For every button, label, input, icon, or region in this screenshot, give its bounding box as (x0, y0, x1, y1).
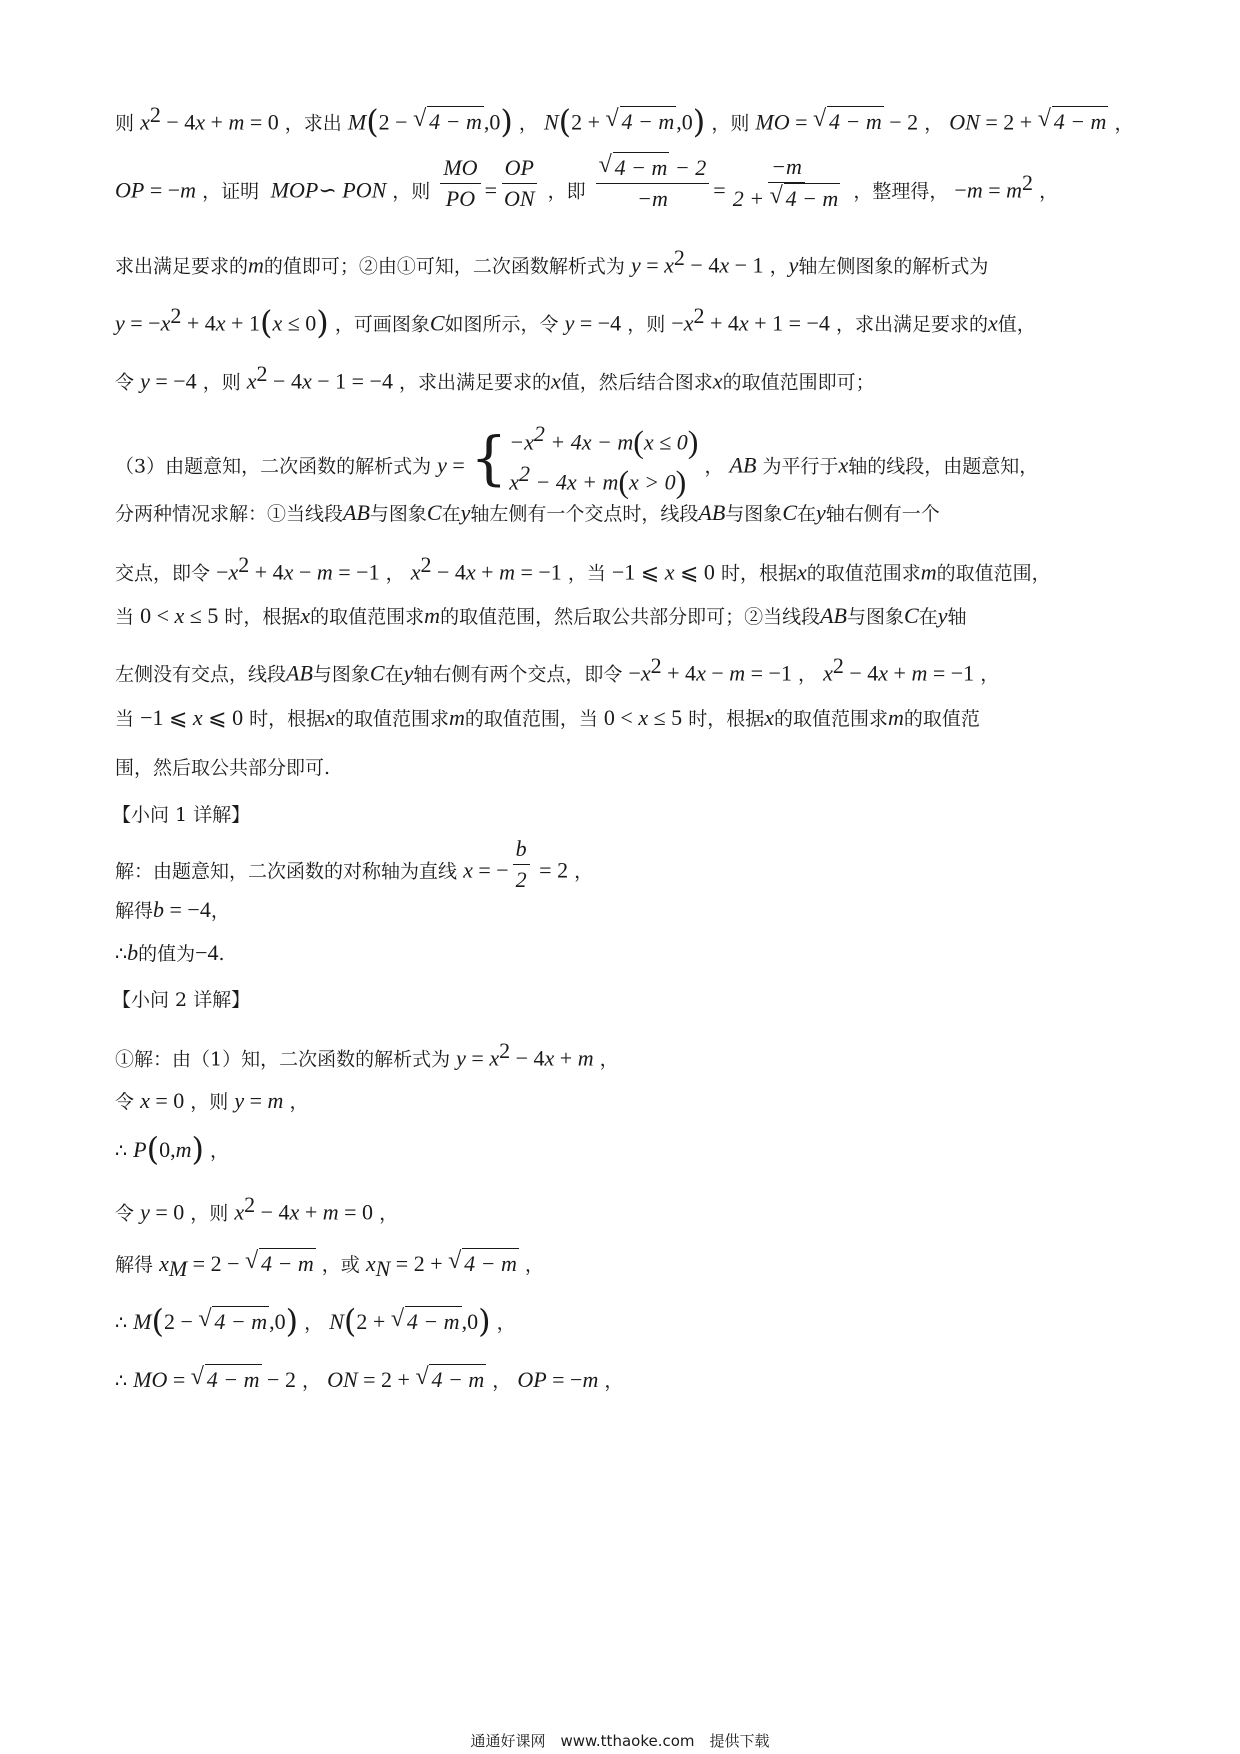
text-line-12: 围，然后取公共部分即可. (115, 757, 331, 779)
section-heading-1: 【小问 1 详解】 (112, 804, 251, 826)
piecewise-expression: { $-x^2 + 4x - m(x \le 0)$ $x^2 - 4x + m(x > 0)$ (470, 421, 699, 500)
text-line-9: 当 0 < x ≤ 5 时，根据x的取值范围求m的取值范围，然后取公共部分即可；②当线段AB与图象C在y轴 (115, 603, 967, 628)
text-line-3: 求出满足要求的m的值即可；②由①可知，二次函数解析式为 $y = x^2 - 4x - 1$ ，y轴左侧图象的解析式为 (115, 245, 989, 278)
text-line-2: OP = −m ，证明 MOP∽ PON ，则 $\frac{MO}{PO}$ = $\frac{OP}{ON}$ ，即 √ $\frac{4 - m - 2}{-m}$ = $\frac{-m}{2 + √ 4 - m}$ ，整理得， $-m = m^2$ ， (115, 168, 1058, 214)
text-line-7: 分两种情况求解：①当线段AB与图象C在y轴左侧有一个交点时，线段AB与图象C在y轴右侧有一个 (115, 500, 940, 525)
text-line-5: 令 y = −4 ，则 $x^2 - 4x - 1 = -4$ ，求出满足要求的x值，然后结合图求x的取值范围即可； (115, 361, 875, 394)
text-line-10: 左侧没有交点，线段AB与图象C在y轴右侧有两个交点，即令 $-x^2 + 4x - m = -1$ ， $x^2 - 4x + m = -1$ ， (115, 653, 1000, 686)
text-line-6: （3）由题意知，二次函数的解析式为 y = { $-x^2 + 4x - m(x \le 0)$ $x^2 - 4x + m(x > 0)$ ， AB 为平行于x轴的线段，由题意知， (115, 436, 1038, 499)
solution-line-2: 解得b = −4， (115, 897, 230, 922)
text-line-8: 交点，即令 $-x^2 + 4x - m = -1$ ， $x^2 - 4x + m = -1$ ，当 −1 ⩽ x ⩽ 0 时，根据x的取值范围求m的取值范围， (115, 552, 1051, 585)
page-footer: 通通好课网 www.tthaoke.com 提供下载 (470, 1732, 770, 1750)
solution-line-4: ①解：由（1）知，二次函数的解析式为 $y = x^2 - 4x + m$ ， (115, 1038, 619, 1071)
solution-line-10: ∴ MO = √ 4 − m − 2 ， ON = 2 + √ 4 − m ， OP = −m ， (115, 1364, 623, 1396)
text-line-1: 则 $x^2 - 4x + m = 0$ ，求出 M(2 − √ 4 − m,0) ， N(2 + √ 4 − m,0) ，则 MO = √ 4 − m − 2 ， ON = 2 + √ 4 − m ， (115, 100, 1134, 138)
solution-line-3: ∴b的值为−4. (115, 940, 225, 965)
solution-line-6: ∴ P(0,m) ， (115, 1130, 230, 1168)
section-heading-2: 【小问 2 详解】 (112, 989, 251, 1011)
text-line-11: 当 −1 ⩽ x ⩽ 0 时，根据x的取值范围求m的取值范围，当 0 < x ≤ 5 时，根据x的取值范围求m的取值范 (115, 705, 980, 730)
solution-line-1: 解：由题意知，二次函数的对称轴为直线 x = − $\frac{b}{2}$ = 2 ， (115, 836, 594, 892)
solution-line-9: ∴ M(2 − √ 4 − m,0) ， N(2 + √ 4 − m,0) ， (115, 1306, 516, 1338)
text-line-4: $y = -x^2 + 4x + 1(x \le 0)$ ，可画图象C如图所示，令 y = −4 ，则 $-x^2 + 4x + 1 = -4$ ，求出满足要求的x值， (115, 303, 1036, 342)
solution-line-7: 令 y = 0 ，则 $x^2 - 4x + m = 0$ ， (115, 1192, 399, 1225)
solution-line-5: 令 x = 0 ，则 y = m ， (115, 1088, 309, 1113)
solution-line-8: 解得 $x_M = 2$ − √ 4 − m ，或 $x_N = 2$ + √ 4 − m ， (115, 1248, 544, 1284)
